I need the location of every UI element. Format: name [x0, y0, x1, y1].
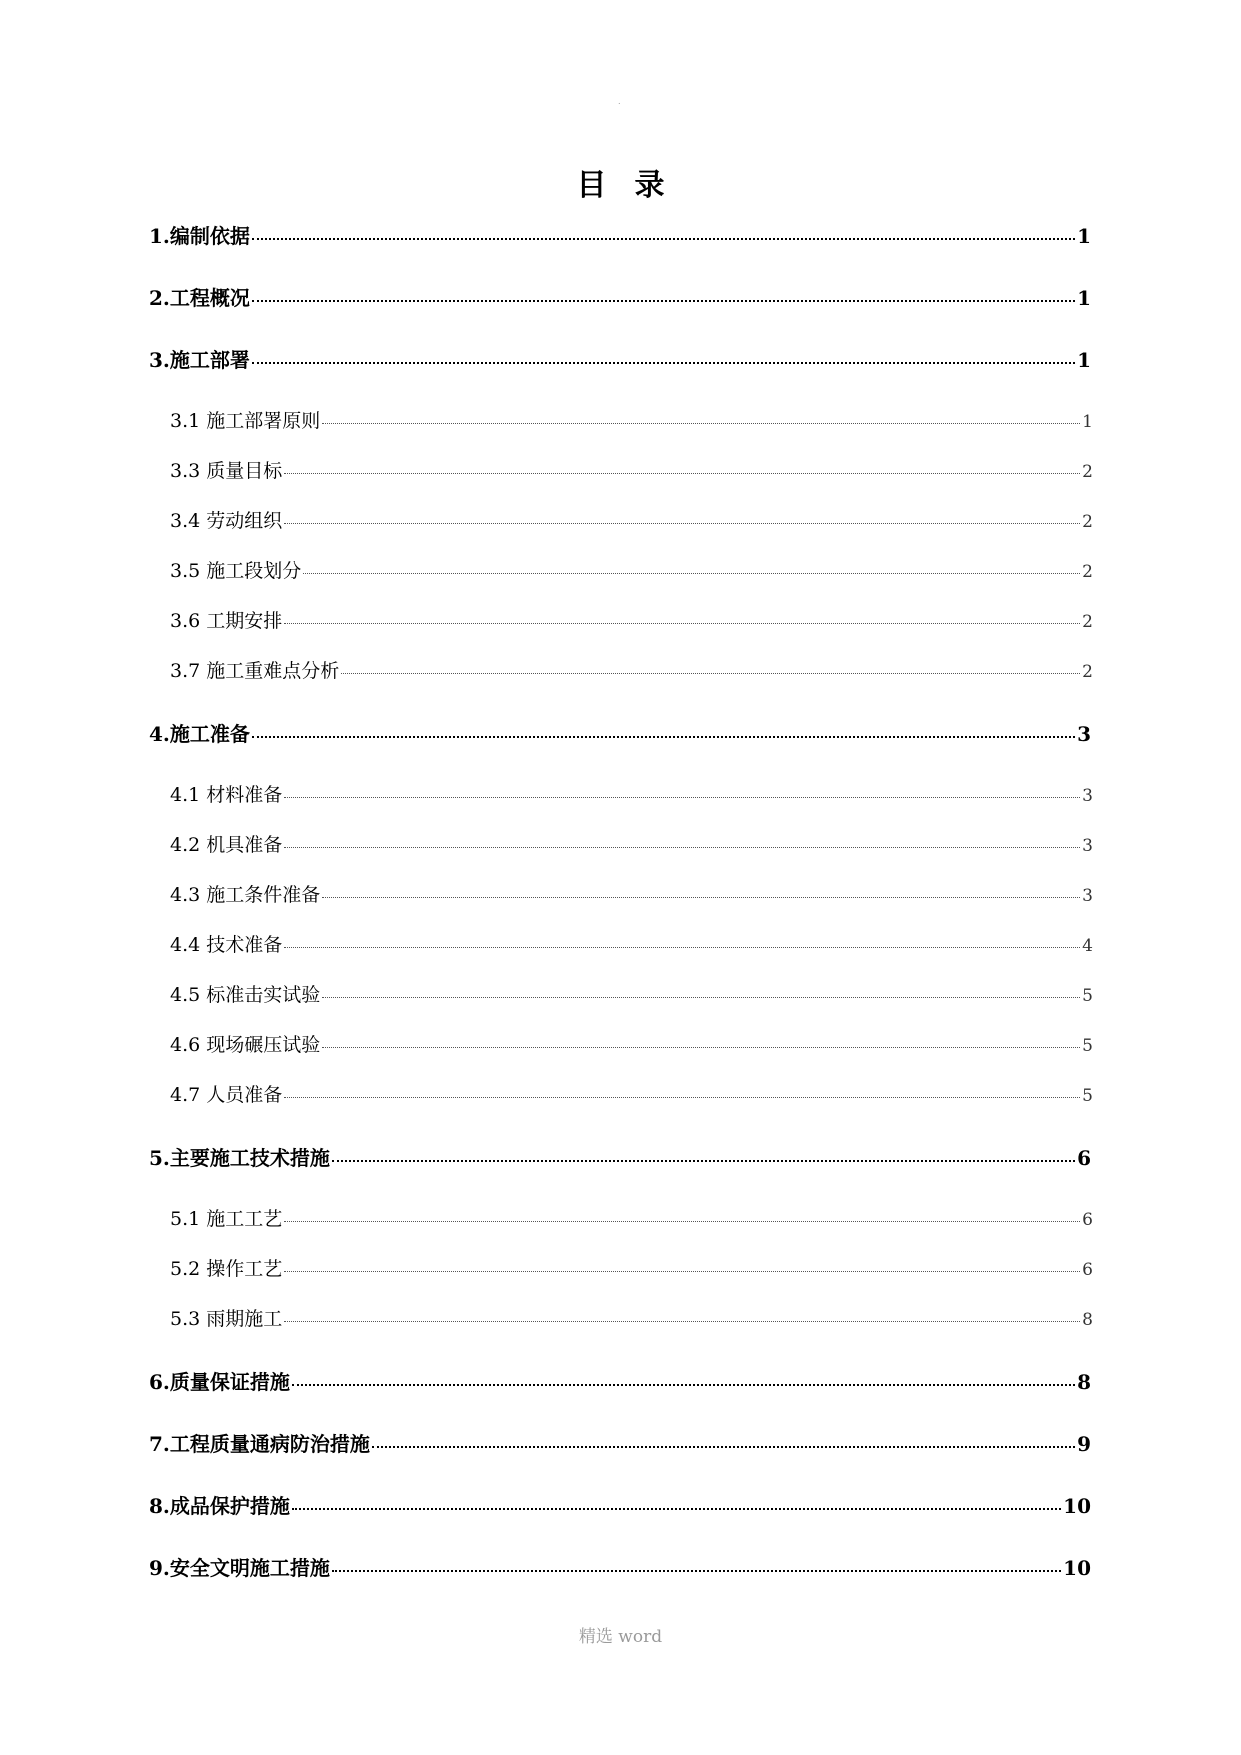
- toc-entry-label: 4.7 人员准备: [170, 1084, 283, 1106]
- toc-entry-page: 8: [1077, 1370, 1091, 1394]
- toc-subentry[interactable]: [170, 930, 1093, 957]
- toc-leader-dots: [372, 1431, 1075, 1451]
- toc-leader-dots: [284, 1306, 1080, 1325]
- toc-subentry[interactable]: [170, 656, 1093, 683]
- toc-entry-page: 6: [1082, 1260, 1093, 1280]
- toc-subentry[interactable]: [170, 1030, 1093, 1057]
- toc-entry-page: 3: [1082, 886, 1093, 906]
- toc-entry-label: 5.3 雨期施工: [170, 1308, 283, 1330]
- toc-entry-label: 3.4 劳动组织: [170, 510, 283, 532]
- toc-leader-dots: [252, 285, 1075, 305]
- toc-subentry[interactable]: [170, 406, 1093, 433]
- toc-leader-dots: [341, 658, 1080, 677]
- toc-subentry[interactable]: [170, 1080, 1093, 1107]
- toc-subentry[interactable]: [170, 980, 1093, 1007]
- toc-entry[interactable]: [149, 1490, 1091, 1519]
- toc-entry-page: 2: [1082, 512, 1093, 532]
- toc-leader-dots: [284, 832, 1080, 851]
- toc-entry-page: 2: [1082, 612, 1093, 632]
- toc-subentry[interactable]: [170, 780, 1093, 807]
- toc-entry-page: 6: [1082, 1210, 1093, 1230]
- toc-entry-label: 4.1 材料准备: [170, 784, 283, 806]
- toc-subentry[interactable]: [170, 556, 1093, 583]
- toc-leader-dots: [322, 1032, 1080, 1051]
- toc-leader-dots: [303, 558, 1080, 577]
- toc-subentry[interactable]: [170, 1254, 1093, 1281]
- toc-entry-label: 2.工程概况: [149, 286, 250, 310]
- toc-leader-dots: [284, 1256, 1080, 1275]
- toc-entry-page: 5: [1082, 1036, 1093, 1056]
- toc-entry-label: 3.7 施工重难点分析: [170, 660, 340, 682]
- toc-leader-dots: [284, 782, 1080, 801]
- toc-leader-dots: [332, 1145, 1075, 1165]
- toc-leader-dots: [332, 1555, 1061, 1575]
- toc-leader-dots: [284, 508, 1080, 527]
- toc-entry-label: 4.3 施工条件准备: [170, 884, 321, 906]
- toc-entry-label: 3.1 施工部署原则: [170, 410, 321, 432]
- toc-leader-dots: [284, 458, 1080, 477]
- toc-entry-page: 3: [1082, 836, 1093, 856]
- toc-entry-label: 4.4 技术准备: [170, 934, 283, 956]
- toc-entry-label: 5.2 操作工艺: [170, 1258, 283, 1280]
- toc-entry-label: 4.6 现场碾压试验: [170, 1034, 321, 1056]
- toc-entry-page: 10: [1063, 1556, 1091, 1580]
- toc-leader-dots: [284, 1206, 1080, 1225]
- toc-entry-label: 8.成品保护措施: [149, 1494, 290, 1518]
- toc-leader-dots: [292, 1369, 1075, 1389]
- toc-entry-label: 5.主要施工技术措施: [149, 1146, 330, 1170]
- toc-leader-dots: [284, 608, 1080, 627]
- toc-leader-dots: [252, 721, 1075, 741]
- page-footer: 精选 word: [578, 1627, 663, 1647]
- toc-entry-label: 3.5 施工段划分: [170, 560, 302, 582]
- toc-entry-label: 3.施工部署: [149, 348, 250, 372]
- toc-subentry[interactable]: [170, 506, 1093, 533]
- toc-entry-label: 4.5 标准击实试验: [170, 984, 321, 1006]
- toc-entry-page: 1: [1082, 412, 1093, 432]
- toc-entry-page: 9: [1077, 1432, 1091, 1456]
- toc-entry[interactable]: [149, 1366, 1091, 1395]
- header-mark: .: [618, 97, 621, 106]
- toc-entry[interactable]: [149, 282, 1091, 311]
- toc-entry-label: 5.1 施工工艺: [170, 1208, 283, 1230]
- toc-entry-label: 3.6 工期安排: [170, 610, 283, 632]
- toc-entry-page: 1: [1077, 348, 1091, 372]
- toc-entry-label: 4.2 机具准备: [170, 834, 283, 856]
- toc-entry-page: 2: [1082, 562, 1093, 582]
- toc-entry[interactable]: [149, 1428, 1091, 1457]
- toc-leader-dots: [322, 882, 1080, 901]
- toc-entry-page: 6: [1077, 1146, 1091, 1170]
- toc-subentry[interactable]: [170, 456, 1093, 483]
- toc-entry-label: 4.施工准备: [149, 722, 250, 746]
- toc-subentry[interactable]: [170, 830, 1093, 857]
- toc-entry[interactable]: [149, 220, 1091, 249]
- toc-entry-label: 7.工程质量通病防治措施: [149, 1432, 370, 1456]
- toc-entry-page: 8: [1082, 1310, 1093, 1330]
- toc-entry[interactable]: [149, 1552, 1091, 1581]
- toc-leader-dots: [284, 1082, 1080, 1101]
- toc-title: 目录: [576, 168, 693, 203]
- toc-entry-page: 10: [1063, 1494, 1091, 1518]
- toc-leader-dots: [284, 932, 1080, 951]
- toc-entry[interactable]: [149, 1142, 1091, 1171]
- toc-leader-dots: [252, 223, 1075, 243]
- toc-entry-label: 1.编制依据: [149, 224, 250, 248]
- toc-entry-page: 4: [1082, 936, 1093, 956]
- toc-entry-page: 5: [1082, 986, 1093, 1006]
- toc-entry-page: 3: [1082, 786, 1093, 806]
- toc-entry-page: 3: [1077, 722, 1091, 746]
- toc-entry-page: 2: [1082, 462, 1093, 482]
- toc-entry-page: 5: [1082, 1086, 1093, 1106]
- toc-entry-label: 3.3 质量目标: [170, 460, 283, 482]
- toc-subentry[interactable]: [170, 1204, 1093, 1231]
- toc-entry-label: 6.质量保证措施: [149, 1370, 290, 1394]
- toc-subentry[interactable]: [170, 1304, 1093, 1331]
- toc-subentry[interactable]: [170, 606, 1093, 633]
- toc-leader-dots: [252, 347, 1075, 367]
- toc-entry-page: 1: [1077, 224, 1091, 248]
- toc-entry-label: 9.安全文明施工措施: [149, 1556, 330, 1580]
- toc-entry[interactable]: [149, 344, 1091, 373]
- toc-entry-page: 1: [1077, 286, 1091, 310]
- toc-leader-dots: [322, 408, 1080, 427]
- toc-leader-dots: [292, 1493, 1061, 1513]
- toc-subentry[interactable]: [170, 880, 1093, 907]
- toc-entry[interactable]: [149, 718, 1091, 747]
- toc-entry-page: 2: [1082, 662, 1093, 682]
- toc-leader-dots: [322, 982, 1080, 1001]
